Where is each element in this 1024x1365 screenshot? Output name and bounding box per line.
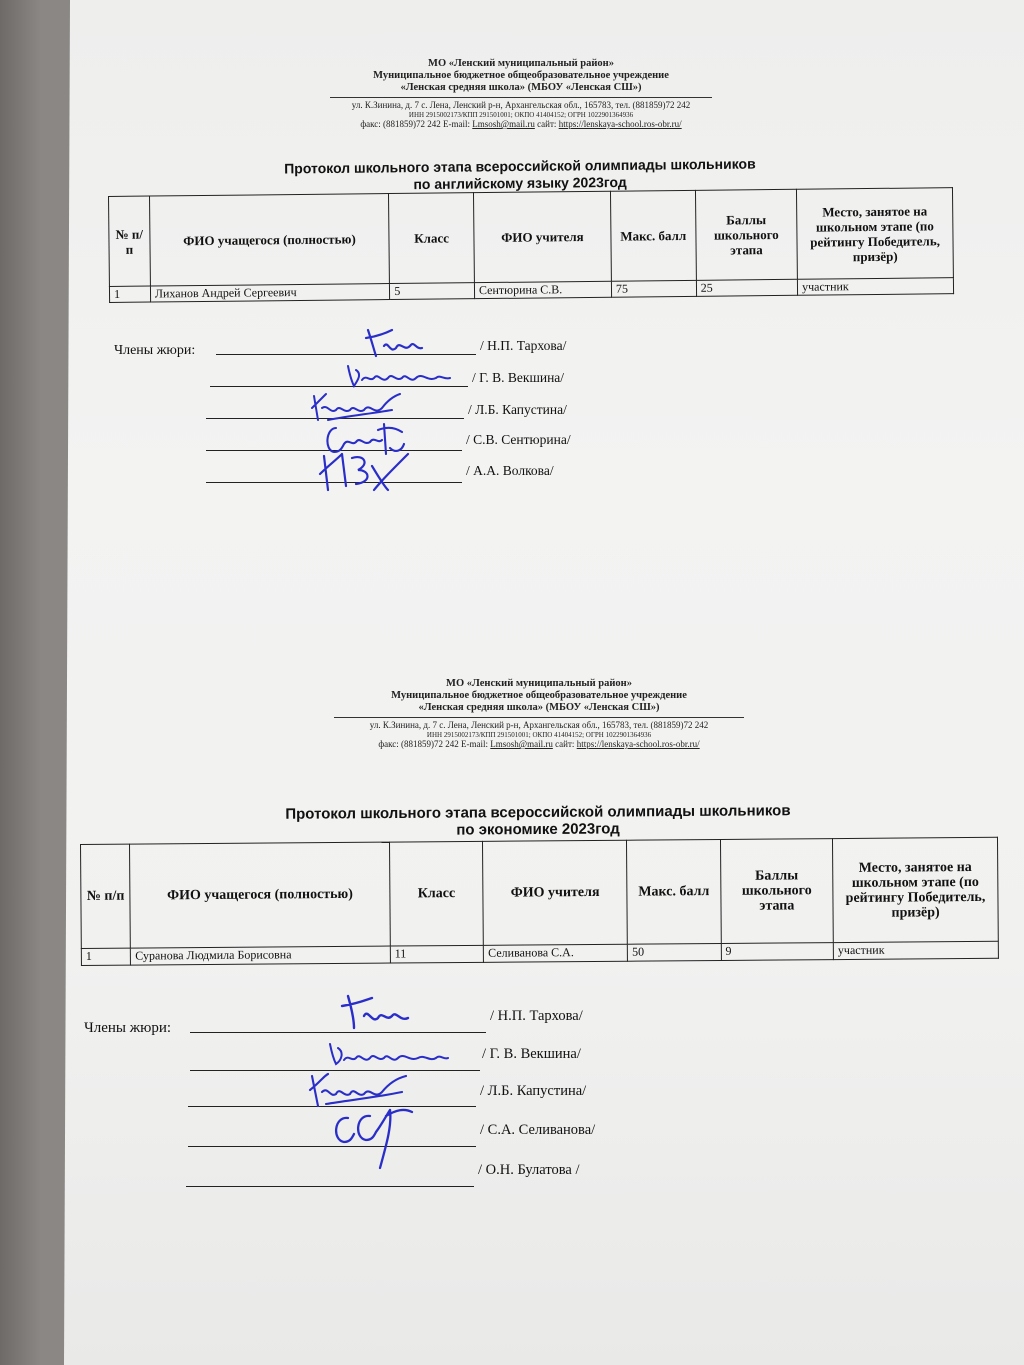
header-requisites: ИНН 2915002173/КПП 291501001; ОКПО 41404152; ОГРН 1022901364936 [426, 731, 652, 739]
col-student-header: ФИО учащегося (полностью) [149, 194, 389, 287]
cell-num: 1 [81, 948, 130, 965]
signature-2-4 [326, 1096, 416, 1172]
cell-num: 1 [109, 286, 150, 302]
header-site-label: сайт: [555, 739, 575, 749]
header-school-name: «Ленская средняя школа» (МБОУ «Ленская СШ») [400, 82, 642, 93]
header-contacts [330, 119, 712, 130]
col-place-header: Место, занятое на школьном этапе (по рейтингу Победитель, призёр) [797, 188, 954, 280]
cell-teacher: Сентюрина С.В. [474, 281, 611, 298]
col-score-header: Баллы школьного этапа [695, 189, 797, 280]
col-score-header: Баллы школьного этапа [720, 839, 833, 944]
col-teacher-header: ФИО учителя [483, 840, 628, 945]
signature-1-5 [312, 446, 422, 496]
col-place-header: Место, занятое на школьном этапе (по рейтингу Победитель, призёр) [833, 837, 999, 942]
table-header-row [81, 837, 999, 948]
school-header-2 [334, 678, 744, 750]
jury-label-1: Члены жюри: [114, 343, 196, 358]
header-address: ул. К.Зинина, д. 7 с. Лена, Ленский р-н, Архангельская обл., 165783, тел. (881859)72 242 [369, 720, 709, 730]
cell-teacher: Селиванова С.А. [484, 944, 628, 962]
header-school-name: «Ленская средняя школа» (МБОУ «Ленская СШ») [418, 702, 660, 713]
protocol-title-2-line1: Протокол школьного этапа всероссийской олимпиады школьников [285, 802, 791, 823]
jury-line [186, 1186, 474, 1187]
jury-member-4: / С.В. Сентюрина/ [466, 432, 571, 447]
header-divider [330, 97, 712, 98]
cell-place: участник [833, 941, 998, 959]
jury-member-5: / А.А. Волкова/ [466, 463, 554, 478]
col-grade-header: Класс [389, 193, 475, 284]
protocol-title-2 [218, 802, 858, 840]
header-fax-email-label: факс: (881859)72 242 E-mail: [378, 739, 489, 749]
jury-member-4: / С.А. Селиванова/ [480, 1122, 596, 1138]
cell-score: 25 [696, 279, 798, 296]
cell-max: 75 [611, 280, 696, 297]
header-divider [334, 717, 744, 718]
signature-2-1 [338, 992, 418, 1032]
header-institution-type: Муниципальное бюджетное общеобразовательное учреждение [373, 70, 669, 81]
results-table-2 [80, 837, 999, 966]
signature-1-3 [308, 390, 408, 424]
col-max-header: Макс. балл [627, 839, 721, 944]
jury-line [216, 354, 476, 355]
header-site-link[interactable]: https://lenskaya-school.ros-obr.ru/ [576, 739, 700, 749]
signature-2-2 [326, 1040, 452, 1070]
jury-member-2: / Г. В. Векшина/ [472, 370, 565, 385]
cell-place: участник [798, 278, 954, 296]
signature-1-2 [344, 360, 454, 390]
jury-line [190, 1032, 486, 1033]
jury-member-2: / Г. В. Векшина/ [482, 1046, 581, 1062]
jury-member-5: / О.Н. Булатова / [478, 1162, 580, 1178]
cell-score: 9 [721, 943, 834, 961]
header-site-link[interactable]: https://lenskaya-school.ros-obr.ru/ [558, 119, 682, 129]
header-site-label: сайт: [537, 119, 557, 129]
cell-grade: 11 [390, 945, 484, 963]
header-email-link[interactable]: Lmsosh@mail.ru [472, 119, 535, 129]
col-num-header: № п/п [81, 844, 131, 948]
signature-1-1 [362, 326, 432, 360]
protocol-title-1-line2: по английскому языку 2023год [413, 173, 627, 193]
header-email-link[interactable]: Lmsosh@mail.ru [490, 739, 553, 749]
header-municipality: МО «Ленский муниципальный район» [428, 58, 614, 69]
school-header-1 [330, 58, 712, 130]
header-municipality: МО «Ленский муниципальный район» [446, 678, 632, 689]
cell-student: Лиханов Андрей Сергеевич [150, 284, 390, 303]
jury-member-3: / Л.Б. Капустина/ [468, 402, 567, 417]
protocol-title-2-line2: по экономике 2023год [456, 820, 620, 839]
header-contacts [334, 739, 744, 750]
jury-member-3: / Л.Б. Капустина/ [480, 1083, 587, 1099]
col-num-header: № п/п [109, 196, 151, 286]
header-address: ул. К.Зинина, д. 7 с. Лена, Ленский р-н, Архангельская обл., 165783, тел. (881859)72 242 [351, 100, 691, 110]
table-header-row [109, 188, 954, 287]
jury-label-2: Члены жюри: [84, 1020, 172, 1036]
header-requisites: ИНН 2915002173/КПП 291501001; ОКПО 41404152; ОГРН 1022901364936 [408, 111, 634, 119]
col-teacher-header: ФИО учителя [473, 191, 611, 282]
col-student-header: ФИО учащегося (полностью) [130, 842, 390, 948]
results-table-1 [108, 187, 954, 303]
col-max-header: Макс. балл [610, 190, 696, 281]
cell-grade: 5 [390, 283, 475, 300]
cell-max: 50 [627, 943, 721, 961]
jury-member-1: / Н.П. Тархова/ [490, 1008, 583, 1024]
jury-member-1: / Н.П. Тархова/ [480, 338, 567, 353]
protocol-title-1-line1: Протокол школьного этапа всероссийской олимпиады школьников [284, 155, 756, 177]
col-grade-header: Класс [389, 841, 483, 946]
header-fax-email-label: факс: (881859)72 242 E-mail: [360, 119, 471, 129]
cell-student: Суранова Людмила Борисовна [131, 946, 391, 965]
header-institution-type: Муниципальное бюджетное общеобразовательное учреждение [391, 690, 687, 701]
